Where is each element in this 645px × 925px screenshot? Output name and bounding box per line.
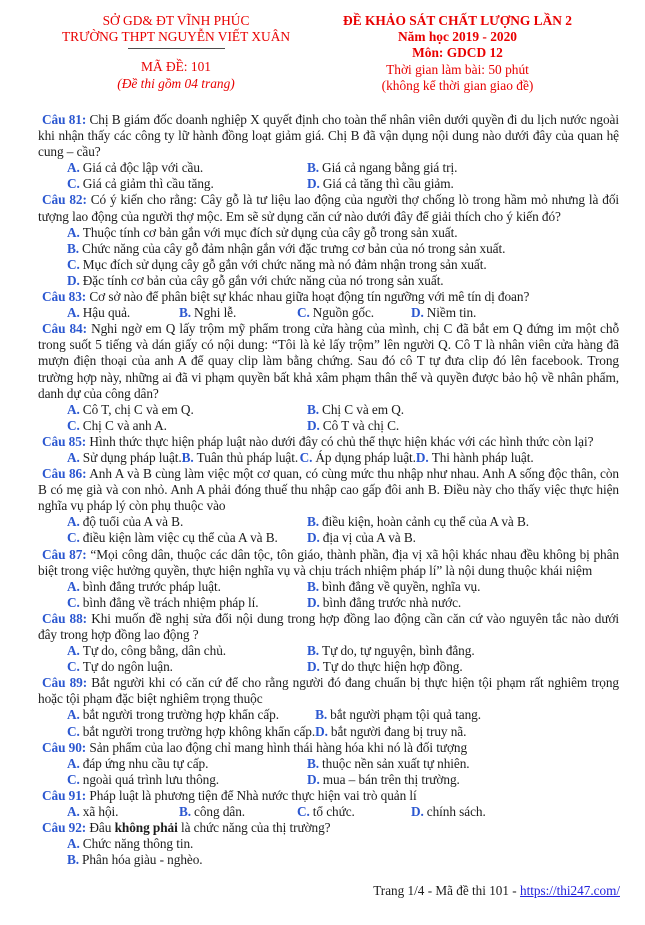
header-left-block [38,13,314,94]
option-letter: A. [67,305,80,321]
options-grid [38,756,619,788]
options-list [38,225,619,289]
option-text: bình đẳng trước pháp luật. [82,578,221,594]
question-89 [38,675,619,739]
option-letter: A. [67,578,80,594]
option-c [300,450,416,466]
question-text [38,820,619,836]
option-letter: C. [67,417,80,433]
option-a [67,225,619,241]
question-number: Câu 82: [42,192,87,208]
question-text [38,675,619,707]
option-letter: A. [67,755,80,771]
option-c [67,418,307,434]
option-letter: C. [67,659,80,675]
options-row [38,305,619,321]
option-b [67,241,619,257]
question-text [38,611,619,643]
option-d [411,804,619,820]
option-a [67,402,307,418]
option-text: bắt người trong trường hợp không khẩn cấp. [82,723,316,739]
question-text [38,466,619,514]
option-text: Cô T, chị C và em Q. [82,401,194,417]
option-text: độ tuổi của A và B. [82,514,184,530]
option-text: bắt người trong trường hợp khẩn cấp. [82,707,279,723]
option-letter: B. [67,852,80,868]
option-letter: A. [67,836,80,852]
page-count-note: (Đề thi gồm 04 trang) [117,75,235,91]
options-grid [38,160,619,192]
option-text: bình đẳng về trách nhiệm pháp lí. [82,594,259,610]
question-body: Sản phẩm của lao động chỉ mang hình thái hàng hóa khi nó là đối tượng [89,739,468,755]
question-number: Câu 88: [42,610,88,626]
option-d [307,418,619,434]
option-d [307,176,619,192]
question-body: Bắt người khi có căn cứ để cho rằng người đó đang chuẩn bị thực hiện tội phạm rất nghiêm trọng hoặc tội phạm đặc biệt nghiêm trọng thuộc [38,675,620,707]
question-body-suffix: là chức năng của thị trường? [180,820,331,836]
option-letter: A. [67,160,80,176]
option-letter: B. [307,401,320,417]
option-b [67,852,619,868]
footer-link[interactable]: https://thi247.com/ [519,883,620,898]
question-body: “Mọi công dân, thuộc các dân tộc, tôn giáo, thành phần, địa vị xã hội khác nhau đều không bị phân biệt trong việc hưởng quyền, thực hiện nghĩa vụ và chịu trách nhiệm pháp lí” là nội dung thuộc khái niệm [38,546,620,578]
option-text: thuộc nền sản xuất tự nhiên. [322,755,470,771]
option-letter: C. [67,594,80,610]
question-number: Câu 89: [42,675,88,691]
option-text: Tự do ngôn luận. [82,659,173,675]
option-letter: D. [411,305,424,321]
option-letter: D. [307,417,320,433]
question-body: Cơ sở nào để phân biệt sự khác nhau giữa hoạt động tín ngưỡng với mê tín dị đoan? [89,289,530,305]
question-text [38,547,619,579]
question-number: Câu 85: [42,433,87,449]
question-list [38,112,619,868]
option-text: Áp dụng pháp luật. [315,449,416,465]
option-letter: D. [307,594,320,610]
option-text: Chị C và anh A. [82,417,167,433]
option-a [67,514,307,530]
option-letter: D. [307,530,320,546]
option-a [67,160,307,176]
option-a [67,643,307,659]
option-letter: B. [307,755,320,771]
option-text: Sử dụng pháp luật. [82,449,182,465]
exam-title: ĐỀ KHẢO SÁT CHẤT LƯỢNG LẦN 2 [343,13,572,28]
option-a [67,579,307,595]
option-letter: C. [67,771,80,787]
option-text: Chị C và em Q. [322,401,405,417]
option-letter: D. [67,272,80,288]
option-letter: C. [297,804,310,820]
option-text: mua – bán trên thị trường. [322,771,460,787]
question-82 [38,192,619,289]
option-text: địa vị của A và B. [322,530,416,546]
option-text: điều kiện làm việc cụ thể của A và B. [82,530,278,546]
options-grid [38,514,619,546]
option-c [67,772,307,788]
option-d [315,724,619,740]
exam-code: MÃ ĐỀ: 101 [141,59,211,75]
options-grid [38,643,619,675]
option-letter: B. [307,514,320,530]
question-81 [38,112,619,192]
option-c [297,804,411,820]
question-body: Có ý kiến cho rằng: Cây gỗ là tư liệu lao động của người thợ chống lò trong hầm mỏ nhưng là đối tượng lao động của người thợ mộc. Em sẽ sử dụng căn cứ nào dưới đây để giải thích cho ý kiến đó? [38,192,620,224]
option-text: Giá cả tăng thì cầu giảm. [322,176,454,192]
options-grid [38,579,619,611]
option-text: Mục đích sử dụng cây gỗ gắn với chức năng mà nó đảm nhận trong sản xuất. [82,256,487,272]
question-number: Câu 84: [42,321,87,337]
question-number: Câu 92: [42,820,87,836]
option-text: bình đẳng trước nhà nước. [322,594,462,610]
option-c [67,595,307,611]
option-text: Đặc tính cơ bản của cây gỗ gắn với chức năng của nó trong sản xuất. [82,272,444,288]
department-name: SỞ GD& ĐT VĨNH PHÚC [102,13,250,28]
question-body-prefix: Đâu [89,820,112,836]
option-b [307,402,619,418]
option-c [67,724,315,740]
question-number: Câu 90: [42,739,87,755]
option-text: bình đẳng về quyền, nghĩa vụ. [322,578,481,594]
question-text [38,289,619,305]
option-text: Thi hành pháp luật. [431,449,534,465]
option-text: điều kiện, hoàn cảnh cụ thể của A và B. [322,514,530,530]
option-text: Chức năng của cây gỗ đảm nhận gắn với đặc trưng cơ bản của nó trong sản xuất. [82,240,506,256]
option-letter: B. [307,578,320,594]
option-letter: A. [67,707,80,723]
option-text: Nguồn gốc. [312,305,375,321]
question-body: Chị B giám đốc doanh nghiệp X quyết định cho toàn thể nhân viên dưới quyền đi du lịch nước ngoài khi nhận thấy các công ty lữ hành đồng loạt giảm giá. Chị B đã vận dụng nội dung nào dưới đây của quan hệ cung – cầu? [38,112,619,160]
option-letter: B. [181,449,194,465]
subject-name: Môn: GDCD 12 [412,45,503,61]
option-letter: D. [307,771,320,787]
question-body: Pháp luật là phương tiện để Nhà nước thực hiện vai trò quản lí [89,787,417,803]
option-c [67,530,307,546]
question-body: Hình thức thực hiện pháp luật nào dưới đây có chủ thể thực hiện khác với các hình thức còn lại? [89,433,594,449]
question-text [38,112,619,160]
option-letter: A. [67,401,80,417]
option-c [297,305,411,321]
option-text: Phân hóa giàu - nghèo. [82,852,203,868]
question-body: Anh A và B cùng làm việc một cơ quan, có cùng mức thu nhập như nhau. Anh A sống độc thân, còn B có mẹ già và con nhỏ. Anh A phải đóng thuế thu nhập cao gấp đôi anh B. Điều này cho thấy việc thực hiện nghĩa vụ pháp lý còn phụ thuộc vào [38,466,619,514]
question-92 [38,820,619,868]
option-text: Cô T và chị C. [322,417,400,433]
question-text [38,788,619,804]
question-body-emphasis: không phải [114,820,178,836]
option-text: Nghi lễ. [194,305,237,321]
option-letter: A. [67,224,80,240]
option-b [179,305,297,321]
option-b [182,450,300,466]
option-letter: D. [307,659,320,675]
option-text: Niềm tin. [426,305,477,321]
option-b [307,756,619,772]
option-text: Tự do thực hiện hợp đồng. [322,659,463,675]
option-text: Tự do, tự nguyện, bình đẳng. [322,643,475,659]
question-number: Câu 86: [42,466,87,482]
option-a [67,836,619,852]
option-b [307,579,619,595]
question-number: Câu 87: [42,546,87,562]
option-letter: B. [307,160,320,176]
options-grid [38,402,619,434]
option-a [67,450,182,466]
options-grid [38,707,619,739]
option-b [179,804,297,820]
option-d [307,595,619,611]
question-87 [38,547,619,611]
option-text: Thuộc tính cơ bản gắn với mục đích sử dụng của cây gỗ trong sản xuất. [82,224,458,240]
option-letter: D. [411,804,424,820]
option-d [67,273,619,289]
option-b [307,643,619,659]
option-letter: B. [315,707,328,723]
option-letter: C. [297,305,310,321]
option-text: Hậu quả. [82,305,131,321]
option-letter: A. [67,643,80,659]
option-text: bắt người phạm tội quả tang. [330,707,481,723]
option-letter: B. [179,804,192,820]
footer-page-info: Trang 1/4 - Mã đề thi 101 - [373,883,517,898]
exam-header [38,13,619,94]
options-row [38,450,619,466]
option-letter: B. [67,240,80,256]
question-number: Câu 91: [42,787,87,803]
option-text: Giá cả giảm thì cầu tăng. [82,176,214,192]
option-text: Tự do, công bằng, dân chủ. [82,643,227,659]
option-letter: C. [67,256,80,272]
header-right-block [318,13,597,94]
question-body: Nghi ngờ em Q lấy trộm mỹ phẩm trong cửa hàng của mình, chị C đã bắt em Q đứng im một chỗ trong suốt 5 tiếng và dán giấy có nội dung: “Tôi là kẻ lấy trộm” lên người Q. Cô T là nhân viên cửa hàng đã mượn điện thoại của anh A để quay clip làm bằng chứng. Sau đó cô T tự đưa clip đó lên facebook. Trong trường hợp này, những ai đã vi phạm quyền bất khả xâm phạm thân thể và quyền được bảo hộ về nhân phẩm, danh dự của công dân? [38,321,620,401]
option-b [315,707,619,723]
option-text: công dân. [194,804,246,820]
option-letter: D. [415,449,429,465]
option-c [67,257,619,273]
option-letter: C. [67,530,80,546]
option-text: chính sách. [426,804,486,820]
question-85 [38,434,619,466]
option-a [67,707,315,723]
option-c [67,659,307,675]
question-84 [38,321,619,434]
option-letter: B. [179,305,192,321]
question-number: Câu 81: [42,112,87,128]
question-text [38,434,619,450]
option-letter: C. [67,723,80,739]
question-88 [38,611,619,675]
option-letter: D. [315,723,328,739]
option-a [67,804,179,820]
option-d [411,305,619,321]
option-letter: A. [67,804,80,820]
header-divider-line [128,48,225,49]
question-text [38,192,619,224]
exam-duration: Thời gian làm bài: 50 phút [386,61,529,77]
duration-note: (không kể thời gian giao đề) [381,77,534,93]
page-footer [373,883,620,899]
option-text: Giá cả ngang bằng giá trị. [322,160,458,176]
school-year: Năm học 2019 - 2020 [397,29,518,45]
option-letter: B. [307,643,320,659]
question-number: Câu 83: [42,289,87,305]
question-86 [38,466,619,546]
option-b [307,160,619,176]
option-b [307,514,619,530]
option-text: xã hội. [82,804,119,820]
question-text [38,740,619,756]
option-d [307,530,619,546]
question-83 [38,289,619,321]
option-letter: C. [67,176,80,192]
option-text: đáp ứng nhu cầu tự cấp. [82,755,209,771]
option-a [67,305,179,321]
option-text: Giá cả độc lập với cầu. [82,160,204,176]
option-text: Chức năng thông tin. [82,836,194,852]
option-letter: D. [307,176,320,192]
option-text: tổ chức. [312,804,355,820]
school-name: TRƯỜNG THPT NGUYỄN VIẾT XUÂN [61,29,291,45]
option-letter: A. [67,514,80,530]
option-letter: A. [67,449,80,465]
option-d [307,659,619,675]
question-text [38,321,619,401]
option-text: ngoài quá trình lưu thông. [82,771,220,787]
option-a [67,756,307,772]
question-body: Khi muốn đề nghị sửa đổi nội dung trong hợp đồng lao động cần căn cứ vào nguyên tắc nào dưới đây trong hợp đồng lao động ? [38,610,620,643]
option-letter: C. [299,449,313,465]
option-d [307,772,619,788]
option-text: Tuân thủ pháp luật. [196,449,299,465]
question-90 [38,740,619,788]
options-row [38,804,619,820]
option-c [67,176,307,192]
option-d [416,450,619,466]
option-text: bắt người đang bị truy nã. [330,723,467,739]
question-91 [38,788,619,820]
options-list [38,836,619,868]
